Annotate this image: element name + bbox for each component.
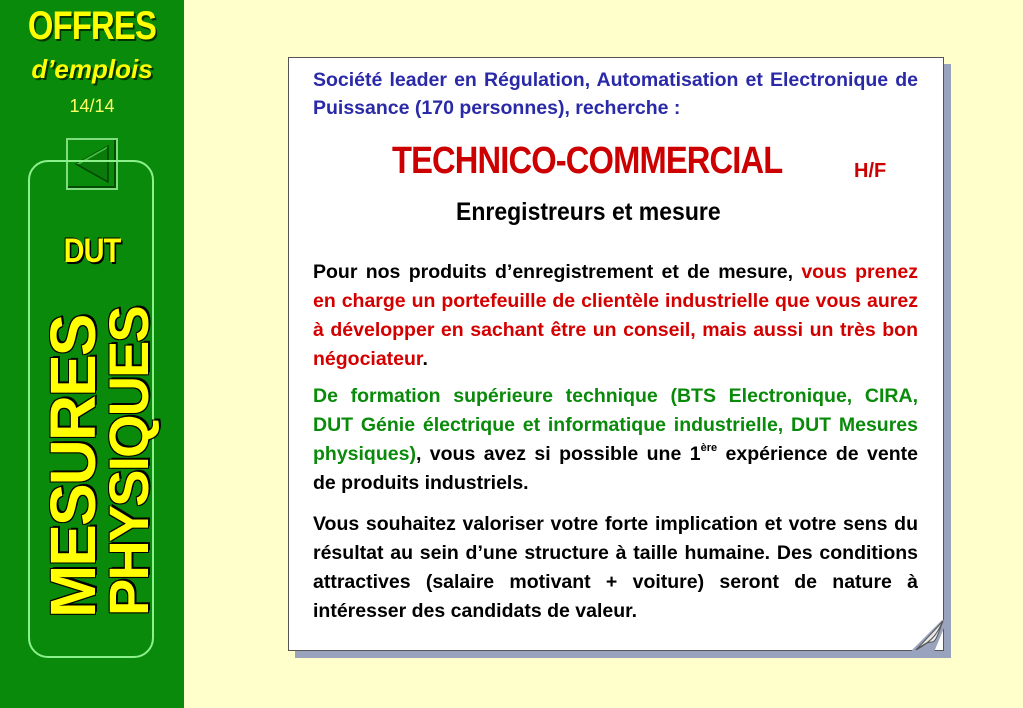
mission-highlight: vous prenez en charge un portefeuille de clientèle industrielle que vous aurez à développer en sachant être un conseil, mais aussi un très bon négociateur (313, 261, 918, 370)
intro-block (313, 66, 918, 122)
department-word-2: PHYSIQUES (97, 307, 160, 616)
mission-intro: Pour nos produits d’enregistrement et de mesure, (313, 261, 802, 283)
profile-highlight: De formation supérieure technique (BTS Electronique, CIRA, DUT Génie électrique et informatique industrielle, DUT Mesures physiques) (313, 385, 918, 465)
profile-end: expérience de vente de produits industriels. (313, 443, 918, 494)
page-counter: 14/14 (69, 96, 115, 116)
job-title (392, 140, 887, 183)
degree-label: DUT (63, 232, 121, 270)
section-title: OFFRES (27, 4, 157, 48)
paragraph-offer: Vous souhaitez valoriser votre forte implication et votre sens du résultat au sein d’une structure à taille humaine. Des conditions attractives (salaire motivant + voiture) seront de nature à intéresser des candidats de valeur. (313, 513, 918, 622)
paragraph-mission (313, 258, 918, 374)
job-title-text: TECHNICO-COMMERCIAL (392, 140, 783, 182)
section-subtitle: d’emplois (31, 54, 153, 84)
department-word-1: MESURES (37, 315, 109, 618)
profile-superscript: ère (700, 442, 718, 454)
mission-end: . (422, 348, 428, 370)
job-title-suffix: H/F (854, 160, 887, 182)
company-intro: Société leader en Régulation, Automatisation et Electronique de Puissance (170 personnes), recherche : (313, 69, 918, 119)
profile-text: , vous avez si possible une 1 (415, 443, 701, 465)
paragraph-profile (313, 382, 918, 498)
sidebar (0, 0, 184, 708)
job-subtitle: Enregistreurs et mesure (456, 198, 721, 226)
